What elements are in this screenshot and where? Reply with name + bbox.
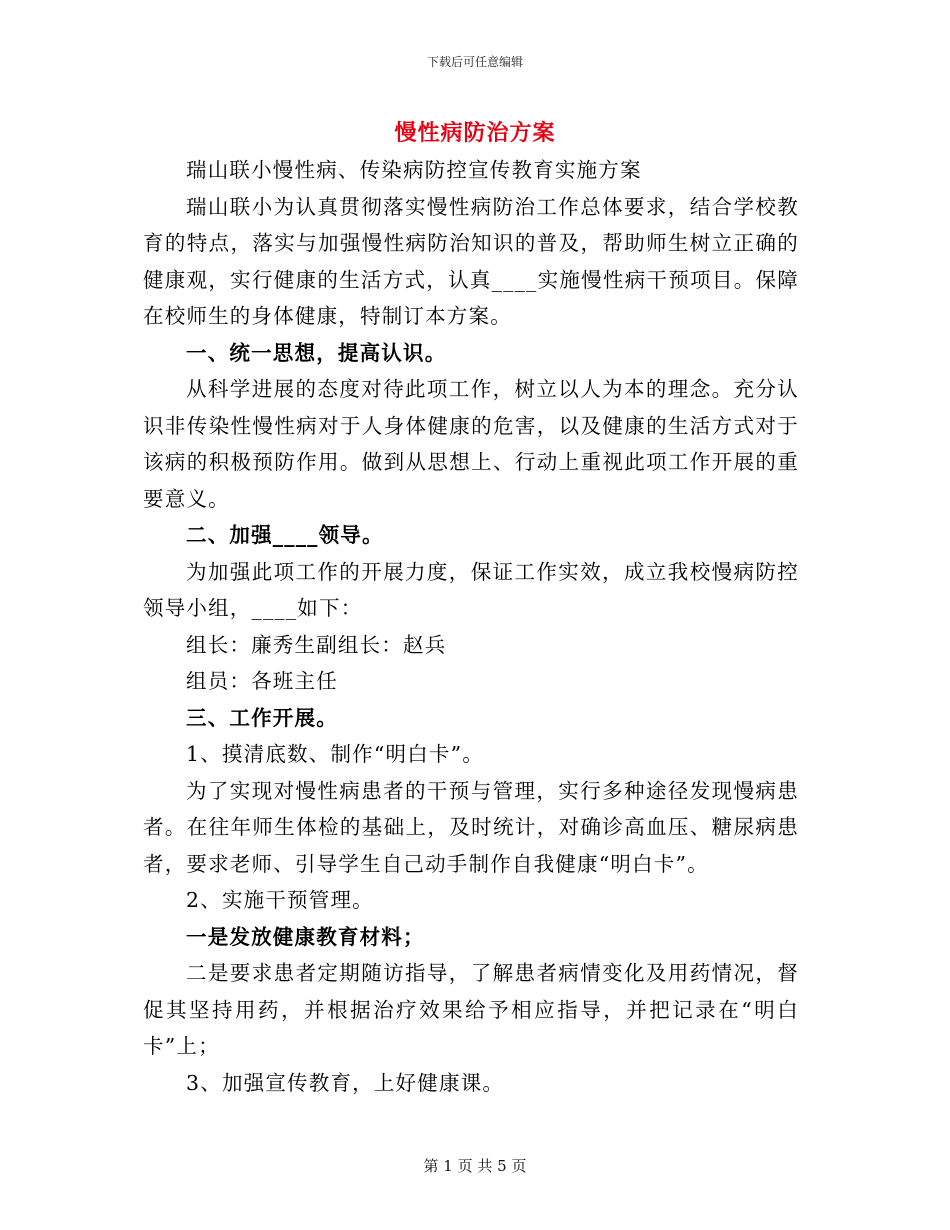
item-1-paragraph: 为了实现对慢性病患者的干预与管理，实行多种途径发现慢病患者。在往年师生体检的基础上，及时统计，对确诊高血压、糖尿病患者，要求老师、引导学生自己动手制作自我健康“明白卡”。 [143, 778, 799, 876]
subtitle-paragraph: 瑞山联小慢性病、传染病防控宣传教育实施方案 [186, 158, 642, 182]
item-1-heading: 1、摸清底数、制作“明白卡”。 [186, 742, 485, 766]
item-2-point-1: 一是发放健康教育材料； [186, 924, 425, 949]
section-heading-3: 三、工作开展。 [186, 705, 338, 730]
intro-paragraph: 瑞山联小为认真贯彻落实慢性病防治工作总体要求，结合学校教育的特点，落实与加强慢性病防治知识的普及，帮助师生树立正确的健康观，实行健康的生活方式，认真____实施慢性病干预项目。保障在校师生的身体健康，特制订本方案。 [143, 194, 799, 328]
section-1-paragraph: 从科学进展的态度对待此项工作，树立以人为本的理念。充分认识非传染性慢性病对于人身体健康的危害，以及健康的生活方式对于该病的积极预防作用。做到从思想上、行动上重视此项工作开展的重要意义。 [143, 377, 799, 511]
item-3-heading: 3、加强宣传教育，上好健康课。 [186, 1070, 505, 1095]
document-body [143, 152, 799, 1101]
section-2-paragraph: 为加强此项工作的开展力度，保证工作实效，成立我校慢病防控领导小组，____如下： [143, 559, 799, 620]
section-heading-2: 二、加强____领导。 [186, 523, 384, 547]
item-2-heading: 2、实施干预管理。 [186, 888, 374, 912]
item-2-point-2: 二是要求患者定期随访指导，了解患者病情变化及用药情况，督促其坚持用药，并根据治疗效果给予相应指导，并把记录在“明白卡”上； [143, 961, 799, 1058]
team-leader-line: 组长：廉秀生副组长：赵兵 [186, 632, 447, 657]
document-title: 慢性病防治方案 [394, 120, 556, 146]
team-members-line: 组员：各班主任 [186, 669, 338, 693]
page-footer: 第 1 页 共 5 页 [423, 1157, 527, 1175]
header-note: 下载后可任意编辑 [426, 55, 523, 69]
section-heading-1: 一、统一思想，提高认识。 [186, 340, 447, 365]
